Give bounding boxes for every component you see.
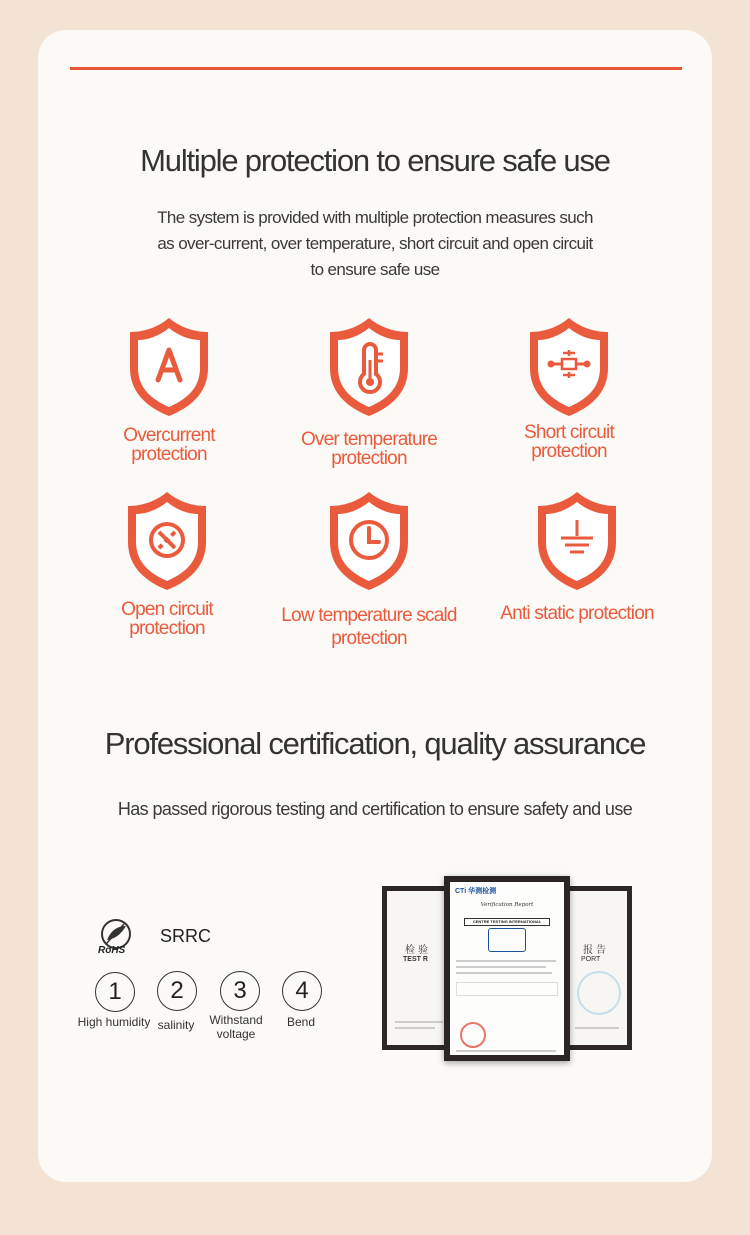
open-circuit-shield-icon xyxy=(125,490,209,592)
rohs-mark-icon xyxy=(488,928,526,952)
certification-description: Has passed rigorous testing and certification to ensure safety and use xyxy=(117,799,633,819)
certificate-right-text: 报 告 xyxy=(583,945,607,956)
feature-open-circuit xyxy=(62,490,272,638)
feature-label-line: Low temperature scald xyxy=(281,605,457,626)
circuit-shield-icon xyxy=(527,316,611,418)
test-number-4: 4 xyxy=(282,971,322,1011)
feature-label-line: Over temperature xyxy=(300,429,438,450)
feature-label-line: protection xyxy=(531,441,607,462)
feature-label xyxy=(464,423,674,461)
feature-low-temperature-scald xyxy=(264,490,474,650)
certificate-title: Verification Report xyxy=(480,902,534,908)
feature-label-line: protection xyxy=(331,448,407,469)
certificate-brand: CTi 华测检测 xyxy=(455,888,497,895)
certificate-frame-left xyxy=(382,886,452,1050)
certificate-left-text: 检 验 xyxy=(405,945,429,956)
rohs-label: RoHS xyxy=(98,945,126,956)
thermometer-shield-icon xyxy=(327,316,411,418)
certificate-left-subtext: TEST R xyxy=(403,956,428,963)
feature-label-line: Overcurrent xyxy=(123,425,215,446)
feature-over-temperature xyxy=(264,316,474,468)
test-number-2: 2 xyxy=(157,971,197,1011)
certificate-frame-center xyxy=(444,876,570,1061)
description-line: to ensure safe use xyxy=(310,260,440,279)
section-title-protection: Multiple protection to ensure safe use xyxy=(140,143,610,178)
feature-label xyxy=(62,600,272,638)
test-label-withstand-voltage: Withstand voltage xyxy=(209,1013,263,1041)
feature-label-line: protection xyxy=(331,628,407,649)
feature-label-line: Anti static protection xyxy=(500,603,654,624)
test-label-bend: Bend xyxy=(286,1015,316,1029)
feature-label xyxy=(264,604,474,650)
red-seal-icon xyxy=(460,1022,486,1048)
top-divider xyxy=(70,67,682,70)
clock-shield-icon xyxy=(327,490,411,592)
test-label-high-humidity: High humidity xyxy=(77,1015,151,1029)
feature-short-circuit xyxy=(464,316,674,461)
feature-label-line: protection xyxy=(131,444,207,465)
certificate-org: CENTRE TESTING INTERNATIONAL xyxy=(464,918,550,926)
feature-label xyxy=(264,430,474,468)
description-line: as over-current, over temperature, short circuit and open circuit xyxy=(157,234,593,253)
protection-description xyxy=(0,205,750,283)
test-number-1: 1 xyxy=(95,972,135,1012)
feature-anti-static xyxy=(472,490,682,623)
feature-label-line: protection xyxy=(129,618,205,639)
feature-label-line: Short circuit xyxy=(524,422,614,443)
ampere-shield-icon xyxy=(127,316,211,418)
feature-label-line: Open circuit xyxy=(121,599,213,620)
srrc-label: SRRC xyxy=(160,926,212,946)
ground-shield-icon xyxy=(535,490,619,592)
feature-label xyxy=(472,604,682,623)
description-line: The system is provided with multiple protection measures such xyxy=(157,208,593,227)
test-label-salinity: salinity xyxy=(157,1018,195,1032)
feature-overcurrent xyxy=(64,316,274,464)
test-number-3: 3 xyxy=(220,971,260,1011)
certificate-right-subtext: PORT xyxy=(581,956,601,963)
certification-panel xyxy=(77,915,348,1055)
feature-label xyxy=(64,426,274,464)
certificate-frames xyxy=(382,876,634,1061)
certificate-frame-right xyxy=(562,886,632,1050)
section-title-certification: Professional certification, quality assurance xyxy=(104,726,646,761)
